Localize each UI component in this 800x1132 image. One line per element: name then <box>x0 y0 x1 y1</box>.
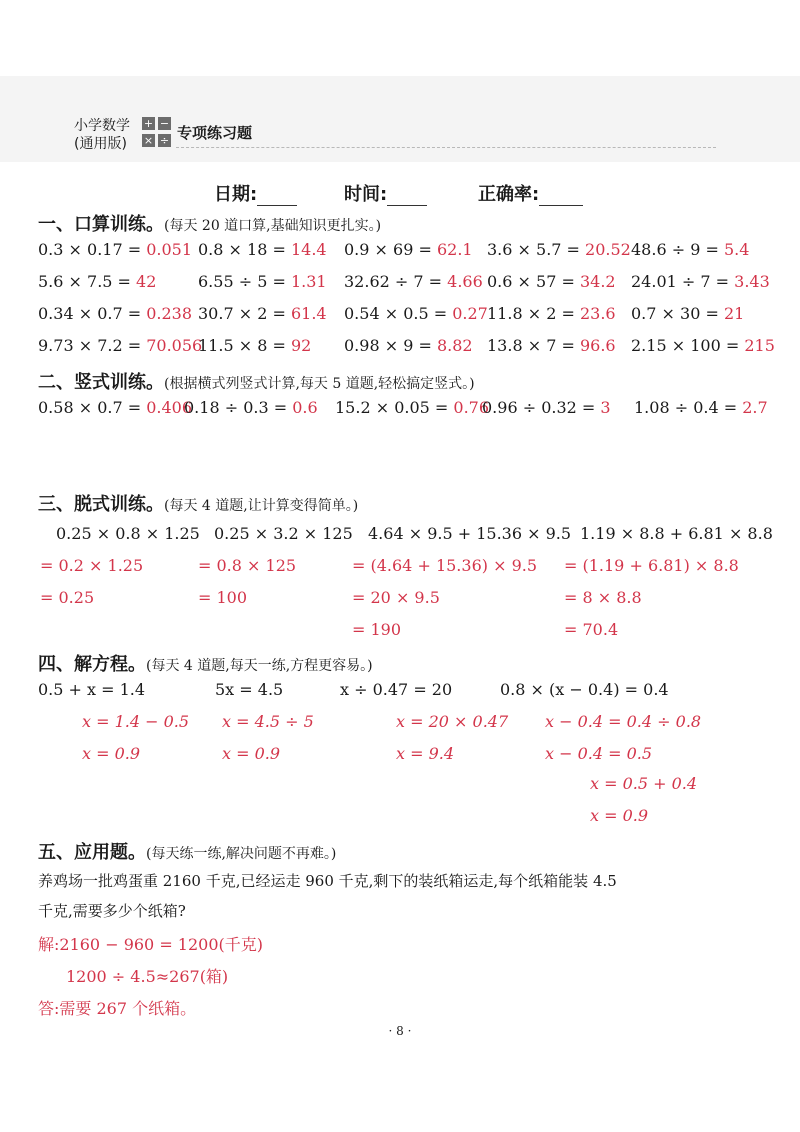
book-title-line1: 小学数学 <box>74 118 130 134</box>
section-equation-heading: 四、解方程。 <box>38 654 146 675</box>
question: 0.9 × 69 = <box>344 240 437 259</box>
equation-step: x = 0.9 <box>82 744 141 763</box>
answer: 8.82 <box>436 336 473 355</box>
section-equation-note: (每天 4 道题,每天一练,方程更容易。) <box>146 658 373 674</box>
question: 5.6 × 7.5 = <box>38 272 137 291</box>
question: 6.55 ÷ 5 = <box>198 272 291 291</box>
section-equation-title <box>38 650 373 676</box>
question: 24.01 ÷ 7 = <box>631 272 735 291</box>
question: 0.58 × 0.7 = <box>38 398 147 417</box>
question: 0.98 × 9 = <box>344 336 437 355</box>
section-oral-title <box>38 210 381 236</box>
stepwise-step: = 0.8 × 125 <box>198 556 297 575</box>
section-vertical-note: (根据横式列竖式计算,每天 5 道题,轻松搞定竖式。) <box>164 376 475 392</box>
date-label: 日期: <box>214 184 258 205</box>
question: 0.18 ÷ 0.3 = <box>184 398 293 417</box>
time-field <box>344 180 427 206</box>
date-blank <box>257 187 297 206</box>
oral-item <box>198 336 311 355</box>
page-number: · 8 · <box>388 1024 412 1038</box>
oral-item <box>631 304 744 323</box>
stepwise-step: = 100 <box>198 588 248 607</box>
answer: 96.6 <box>579 336 616 355</box>
question: 0.3 × 0.17 = <box>38 240 147 259</box>
oral-item <box>38 336 202 355</box>
section-oral-heading: 一、口算训练。 <box>38 214 164 235</box>
answer: 92 <box>290 336 312 355</box>
vertical-item <box>335 398 489 417</box>
plus-icon: + <box>143 117 154 130</box>
section-vertical-heading: 二、竖式训练。 <box>38 372 164 393</box>
section-word-problem-title <box>38 838 336 864</box>
operator-icon-grid <box>142 117 172 151</box>
vertical-item <box>634 398 768 417</box>
answer: 61.4 <box>290 304 327 323</box>
stepwise-step: = (4.64 + 15.36) × 9.5 <box>352 556 538 575</box>
header-divider <box>176 147 716 148</box>
answer: 2.7 <box>742 398 768 417</box>
question: 0.8 × 18 = <box>198 240 291 259</box>
question: 3.6 × 5.7 = <box>487 240 586 259</box>
oral-item <box>198 272 327 291</box>
question: 0.54 × 0.5 = <box>344 304 453 323</box>
equation-step: x = 4.5 ÷ 5 <box>222 712 314 731</box>
equation-step: x = 0.9 <box>590 806 649 825</box>
minus-icon: − <box>159 117 170 130</box>
answer: 215 <box>744 336 775 355</box>
question: 30.7 × 2 = <box>198 304 291 323</box>
answer: 0.238 <box>146 304 193 323</box>
answer: 14.4 <box>290 240 327 259</box>
oral-item <box>487 240 631 259</box>
answer: 21 <box>723 304 745 323</box>
question: 11.8 × 2 = <box>487 304 580 323</box>
oral-item <box>198 304 327 323</box>
vertical-item <box>38 398 192 417</box>
oral-item <box>38 304 192 323</box>
question: 9.73 × 7.2 = <box>38 336 147 355</box>
stepwise-step: = 0.2 × 1.25 <box>40 556 144 575</box>
time-blank <box>387 187 427 206</box>
answer: 20.52 <box>585 240 631 259</box>
answer: 0.6 <box>292 398 318 417</box>
answer: 62.1 <box>436 240 473 259</box>
oral-item <box>38 240 192 259</box>
question: 1.08 ÷ 0.4 = <box>634 398 743 417</box>
oral-item <box>344 304 488 323</box>
answer: 70.056 <box>146 336 203 355</box>
equation-question: 5x = 4.5 <box>215 680 284 699</box>
question: 2.15 × 100 = <box>631 336 745 355</box>
series-title: 专项练习题 <box>177 124 253 142</box>
time-label: 时间: <box>344 184 388 205</box>
stepwise-question: 4.64 × 9.5 + 15.36 × 9.5 <box>368 524 572 543</box>
stepwise-question: 0.25 × 0.8 × 1.25 <box>56 524 200 543</box>
equation-step: x = 9.4 <box>396 744 455 763</box>
book-title <box>74 117 130 153</box>
oral-item <box>198 240 327 259</box>
section-stepwise-title <box>38 490 358 516</box>
stepwise-step: = 70.4 <box>564 620 619 639</box>
oral-item <box>631 336 775 355</box>
section-oral-note: (每天 20 道口算,基础知识更扎实。) <box>164 218 382 234</box>
question: 0.6 × 57 = <box>487 272 580 291</box>
vertical-item <box>482 398 611 417</box>
oral-item <box>631 240 749 259</box>
question: 11.5 × 8 = <box>198 336 291 355</box>
oral-item <box>487 336 616 355</box>
equation-question: 0.8 × (x − 0.4) = 0.4 <box>500 680 669 699</box>
oral-item <box>487 304 616 323</box>
answer: 3 <box>600 398 611 417</box>
oral-item <box>487 272 616 291</box>
vertical-item <box>184 398 318 417</box>
solution-answer: 答:需要 267 个纸箱。 <box>38 999 197 1018</box>
solution-step: 1200 ÷ 4.5≈267(箱) <box>66 967 229 986</box>
date-field <box>214 180 297 206</box>
equation-step: x = 1.4 − 0.5 <box>82 712 190 731</box>
section-word-problem-heading: 五、应用题。 <box>38 842 146 863</box>
word-problem-line: 养鸡场一批鸡蛋重 2160 千克,已经运走 960 千克,剩下的装纸箱运走,每个纸箱能装 4.5 <box>38 872 617 890</box>
accuracy-blank <box>539 187 583 206</box>
stepwise-step: = 8 × 8.8 <box>564 588 642 607</box>
equation-question: 0.5 + x = 1.4 <box>38 680 146 699</box>
accuracy-label: 正确率: <box>478 184 540 205</box>
word-problem-line: 千克,需要多少个纸箱? <box>38 902 186 920</box>
oral-item <box>344 240 473 259</box>
stepwise-step: = 20 × 9.5 <box>352 588 440 607</box>
answer: 0.406 <box>146 398 193 417</box>
answer: 34.2 <box>579 272 616 291</box>
oral-item <box>344 272 483 291</box>
section-stepwise-heading: 三、脱式训练。 <box>38 494 164 515</box>
answer: 0.76 <box>453 398 490 417</box>
answer: 1.31 <box>290 272 327 291</box>
answer: 0.27 <box>452 304 488 323</box>
stepwise-step: = (1.19 + 6.81) × 8.8 <box>564 556 739 575</box>
section-stepwise-note: (每天 4 道题,让计算变得简单。) <box>164 498 359 514</box>
oral-item <box>631 272 770 291</box>
section-word-problem-note: (每天练一练,解决问题不再难。) <box>146 846 337 862</box>
stepwise-step: = 190 <box>352 620 402 639</box>
answer: 42 <box>136 272 157 291</box>
answer: 4.66 <box>447 272 483 291</box>
question: 0.96 ÷ 0.32 = <box>482 398 601 417</box>
question: 32.62 ÷ 7 = <box>344 272 448 291</box>
book-title-line2: (通用版) <box>74 136 127 152</box>
divide-icon: ÷ <box>159 134 170 147</box>
equation-step: x − 0.4 = 0.4 ÷ 0.8 <box>545 712 702 731</box>
accuracy-field <box>478 180 583 206</box>
question: 13.8 × 7 = <box>487 336 580 355</box>
times-icon: × <box>143 134 154 147</box>
question: 0.7 × 30 = <box>631 304 724 323</box>
equation-step: x = 20 × 0.47 <box>396 712 509 731</box>
equation-step: x = 0.5 + 0.4 <box>590 774 698 793</box>
question: 15.2 × 0.05 = <box>335 398 454 417</box>
stepwise-step: = 0.25 <box>40 588 95 607</box>
solution-step: 解:2160 − 960 = 1200(千克) <box>38 935 264 954</box>
oral-item <box>344 336 473 355</box>
oral-item <box>38 272 156 291</box>
question: 48.6 ÷ 9 = <box>631 240 724 259</box>
question: 0.34 × 0.7 = <box>38 304 147 323</box>
answer: 0.051 <box>146 240 193 259</box>
equation-question: x ÷ 0.47 = 20 <box>340 680 453 699</box>
stepwise-question: 1.19 × 8.8 + 6.81 × 8.8 <box>580 524 773 543</box>
section-vertical-title <box>38 368 475 394</box>
equation-step: x − 0.4 = 0.5 <box>545 744 653 763</box>
answer: 23.6 <box>579 304 616 323</box>
answer: 5.4 <box>723 240 750 259</box>
answer: 3.43 <box>734 272 770 291</box>
equation-step: x = 0.9 <box>222 744 281 763</box>
stepwise-question: 0.25 × 3.2 × 125 <box>214 524 353 543</box>
